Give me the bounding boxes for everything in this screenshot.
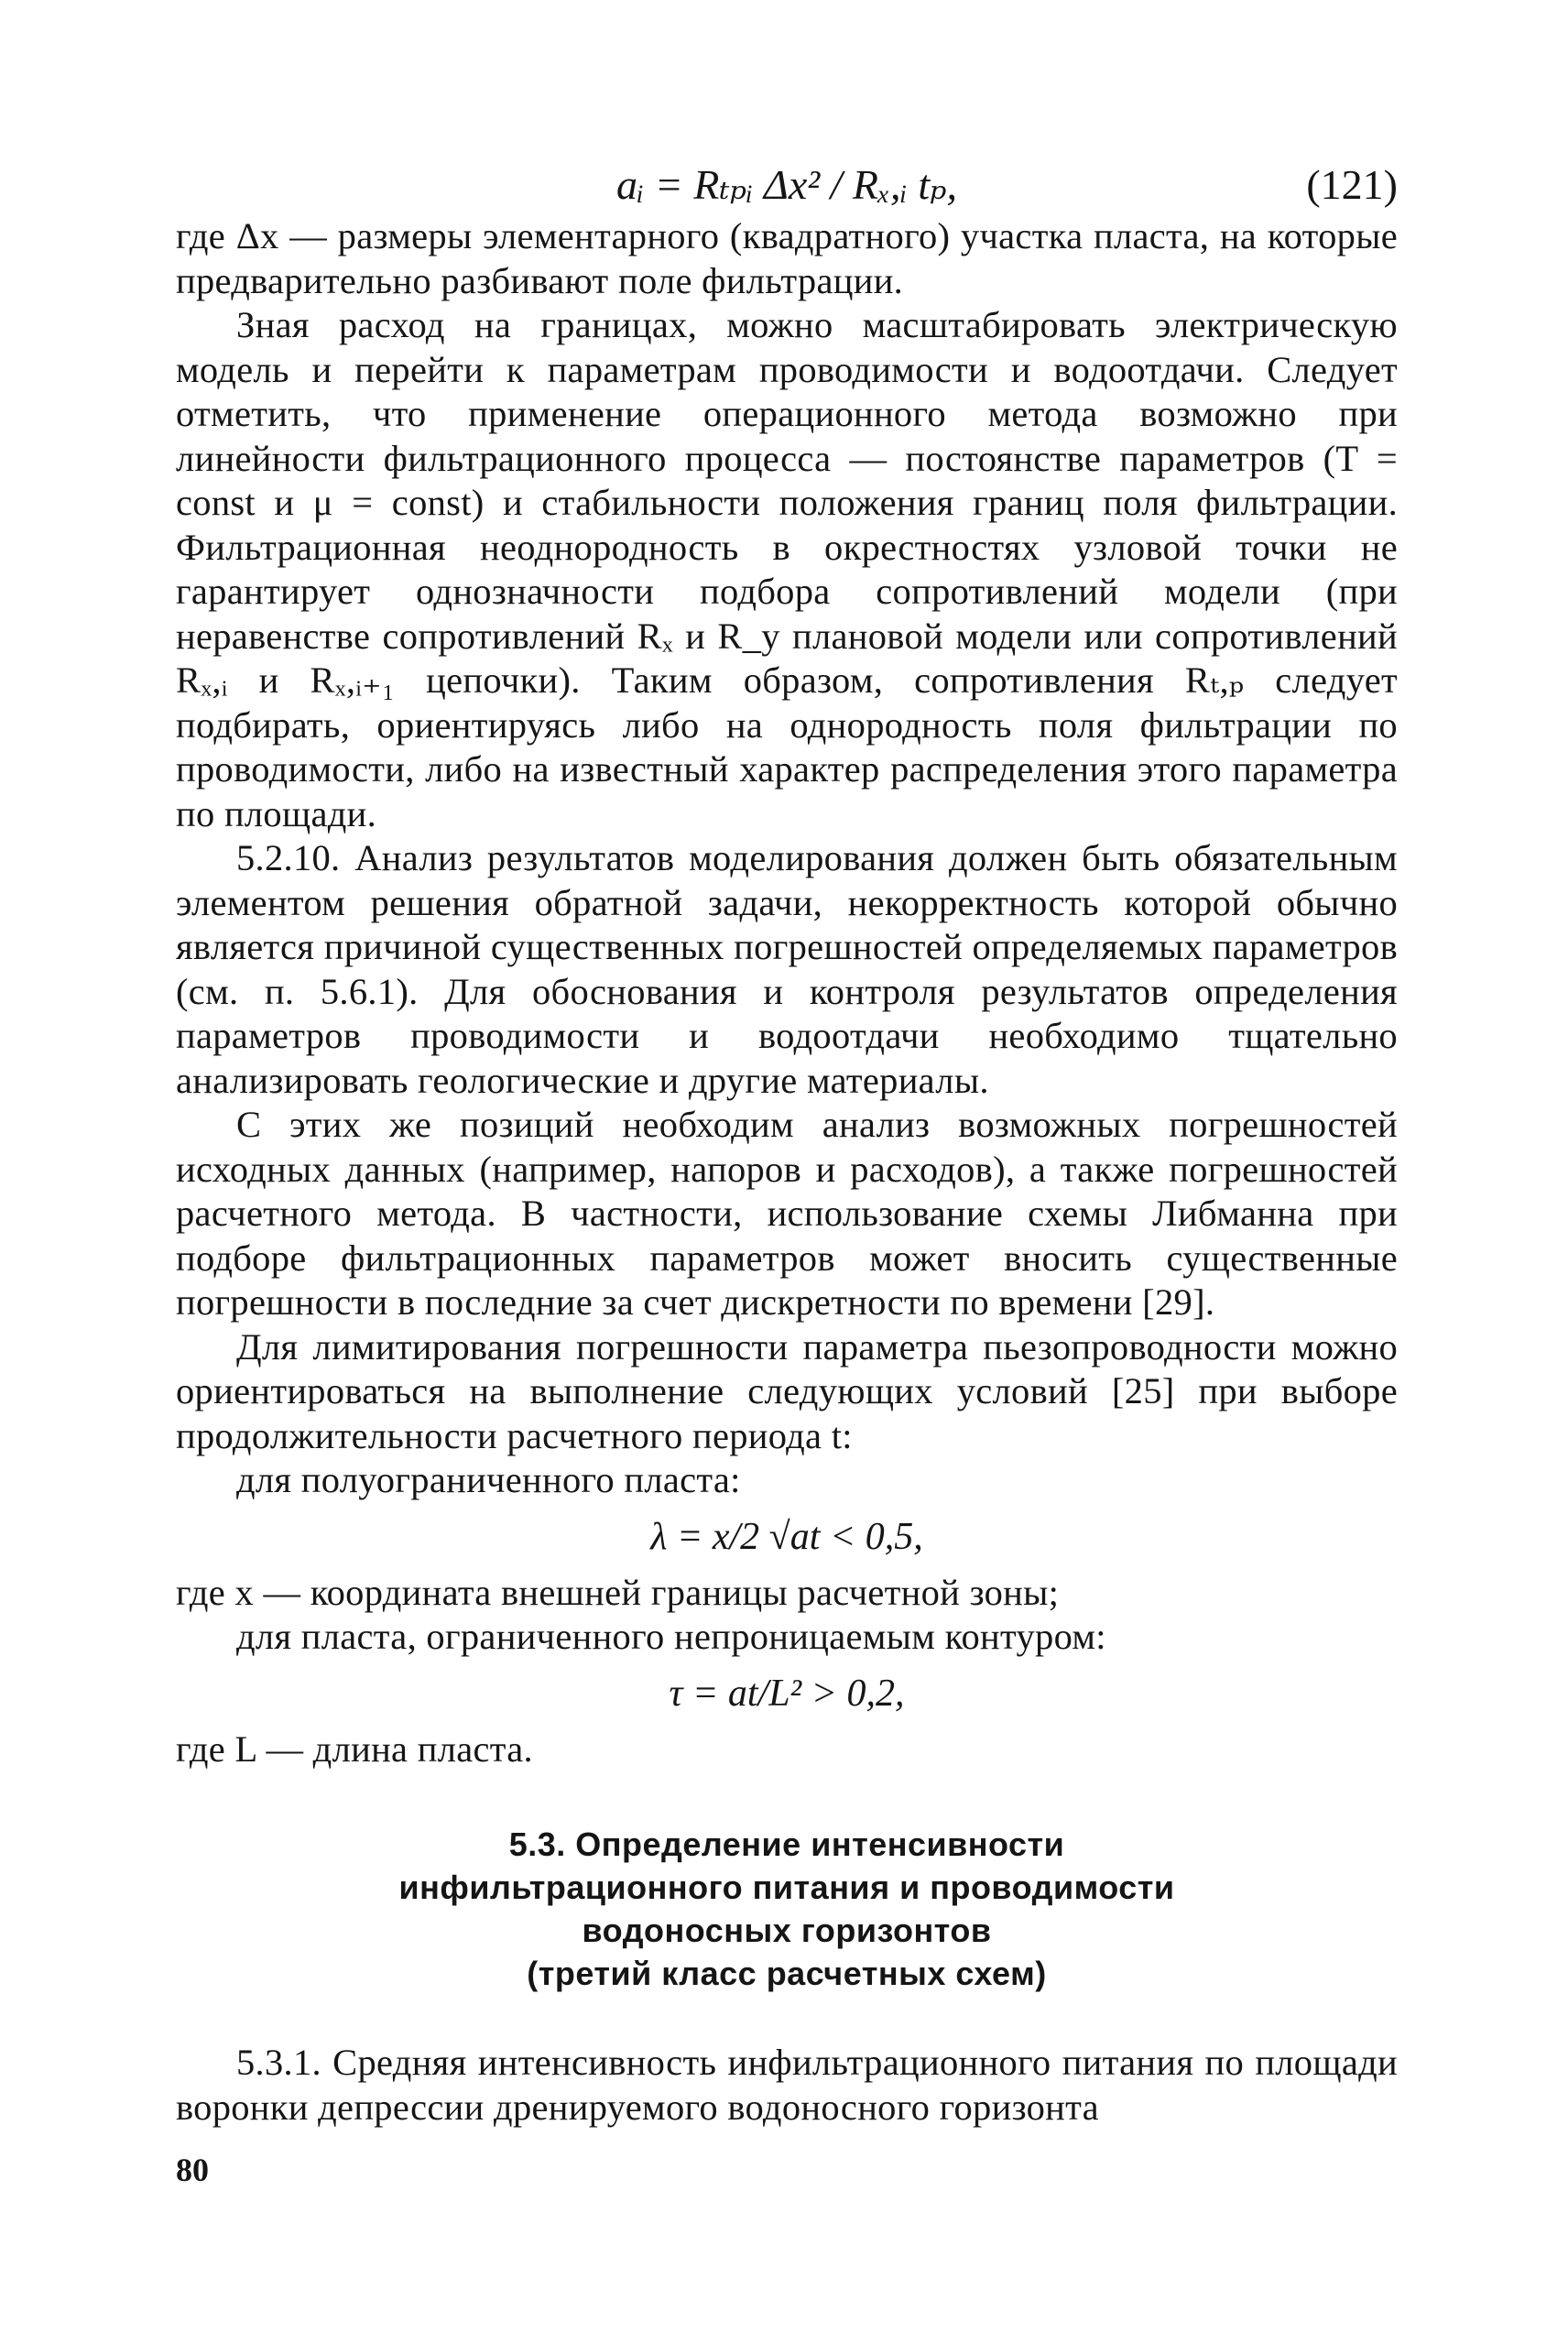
section-heading-line-2: инфильтрационного питания и проводимости: [398, 1869, 1175, 1906]
page-number: 80: [176, 2152, 209, 2188]
paragraph-scaling-model: Зная расход на границах, можно масштабировать электрическую модель и перейти к параметрам проводимости и водоотдачи. Следует отметить, что применение операционного метода возможно при линейности фильтрационного процесса — постоянстве параметров (T = const и μ = const) и стабильности положения границ поля фильтрации. Фильтрационная неоднородность в окрестностях узловой точки не гарантирует однозначности подбора сопротивлений модели (при неравенстве сопротивлений Rₓ и R_y плановой модели или сопротивлений Rₓ,ᵢ и Rₓ,ᵢ₊₁ цепочки). Таким образом, сопротивления Rₜ,ₚ следует подбирать, ориентируясь либо на однородность поля фильтрации по проводимости, либо на известный характер распределения этого параметра по площади.: [176, 304, 1398, 834]
formula-121: [176, 156, 1398, 214]
paragraph-5-3-1: 5.3.1. Средняя интенсивность инфильтрационного питания по площади воронки депрессии дренируемого водоносного горизонта: [176, 2042, 1398, 2128]
section-heading-line-3: водоносных горизонтов: [582, 1912, 992, 1949]
formula-tau: τ = at/L² > 0,2,: [669, 1672, 905, 1715]
paragraph-5-2-10: 5.2.10. Анализ результатов моделирования должен быть обязательным элементом решения обратной задачи, некорректность которой обычно является причиной существенных погрешностей определяемых параметров (см. п. 5.6.1). Для обоснования и контроля результатов определения параметров проводимости и водоотдачи необходимо тщательно анализировать геологические и другие материалы.: [176, 837, 1398, 1101]
formula-121-expression: aᵢ = Rₜₚᵢ Δx² / Rₓ,ᵢ tₚ,: [615, 161, 958, 208]
case-semi-bounded-where: где x — координата внешней границы расчетной зоны;: [176, 1571, 1060, 1613]
formula-lambda: λ = x/2 √at < 0,5,: [650, 1515, 923, 1558]
section-heading-line-1: 5.3. Определение интенсивности: [508, 1825, 1065, 1863]
formula-121-number: (121): [1306, 161, 1398, 208]
paragraph-delta-x: где Δx — размеры элементарного (квадратного) участка пласта, на которые предварительно разбивают поле фильтрации.: [176, 215, 1398, 301]
paragraph-errors: С этих же позиций необходим анализ возможных погрешностей исходных данных (например, напоров и расходов), а также погрешностей расчетного метода. В частности, использование схемы Либманна при подборе фильтрационных параметров может вносить существенные погрешности в последние за счет дискретности по времени [29].: [176, 1104, 1398, 1323]
section-heading: [176, 1823, 1398, 1995]
section-heading-line-4: (третий класс расчетных схем): [527, 1955, 1047, 1992]
case-bounded-where: где L — длина пласта.: [176, 1727, 533, 1770]
paragraph-limiting: Для лимитирования погрешности параметра пьезопроводности можно ориентироваться на выполнение следующих условий [25] при выборе продолжительности расчетного периода t:: [176, 1325, 1398, 1456]
case-semi-bounded-label: для полуограниченного пласта:: [236, 1459, 741, 1500]
case-bounded-label: для пласта, ограниченного непроницаемым контуром:: [236, 1616, 1106, 1657]
